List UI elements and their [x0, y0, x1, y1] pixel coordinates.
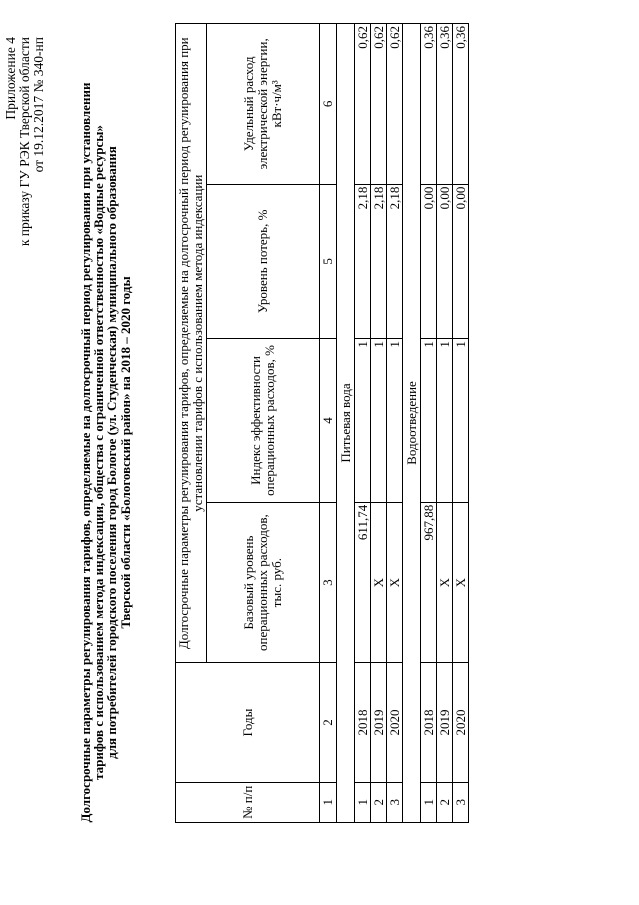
- header-year: Годы: [176, 663, 320, 782]
- document-title: [79, 0, 132, 905]
- row-energy-consumption: 0,62: [387, 24, 403, 185]
- header-base-opex: Базовый уровень операционных расходов, тыс. руб.: [207, 502, 320, 663]
- row-year: 2020: [387, 663, 403, 782]
- table-row: [437, 24, 453, 823]
- title-line-1: Долгосрочные параметры регулирования тарифов, определяемые на долгосрочный период регулирования при установлении: [78, 82, 93, 823]
- header-no: № п/п: [176, 782, 320, 822]
- row-efficiency-index: 1: [421, 339, 437, 503]
- table-row: [421, 24, 437, 823]
- row-loss-level: 0,00: [453, 184, 469, 338]
- column-number: 5: [320, 184, 337, 338]
- header-energy-consumption: Удельный расход электрической энергии, кВт·ч/м³: [207, 24, 320, 185]
- row-loss-level: 0,00: [437, 184, 453, 338]
- row-loss-level: 2,18: [371, 184, 387, 338]
- section-heading-wastewater: Водоотведение: [403, 24, 421, 823]
- row-year: 2019: [371, 663, 387, 782]
- row-efficiency-index: 1: [437, 339, 453, 503]
- tariff-parameters-table: [175, 23, 469, 823]
- appendix-line-1: Приложение 4: [3, 37, 18, 120]
- row-no: 2: [371, 782, 387, 822]
- row-base-opex: Х: [437, 502, 453, 663]
- row-year: 2020: [453, 663, 469, 782]
- column-number: 6: [320, 24, 337, 185]
- row-efficiency-index: 1: [453, 339, 469, 503]
- row-base-opex: Х: [371, 502, 387, 663]
- appendix-line-3: от 19.12.2017 № 340-нп: [31, 37, 46, 173]
- column-number: 2: [320, 663, 337, 782]
- title-line-2: тарифов с использованием метода индексации, общества с ограниченной ответственностью «Водные ресурсы»: [91, 125, 107, 780]
- table-row: [453, 24, 469, 823]
- row-efficiency-index: 1: [371, 339, 387, 503]
- row-efficiency-index: 1: [387, 339, 403, 503]
- title-line-4: Тверской области «Бологовский район» на 2018 – 2020 годы: [117, 276, 133, 629]
- appendix-reference: [4, 37, 46, 357]
- row-no: 3: [453, 782, 469, 822]
- title-line-3: для потребителей городского поселения город Бологое (ул. Студенческая) муниципального образования: [104, 146, 120, 759]
- row-no: 1: [421, 782, 437, 822]
- row-base-opex: Х: [387, 502, 403, 663]
- header-efficiency-index: Индекс эффективности операционных расходов, %: [207, 339, 320, 503]
- table-row: [387, 24, 403, 823]
- header-loss-level: Уровень потерь, %: [207, 184, 320, 338]
- row-loss-level: 0,00: [421, 184, 437, 338]
- column-number: 1: [320, 782, 337, 822]
- column-number: 3: [320, 502, 337, 663]
- row-efficiency-index: 1: [355, 339, 371, 503]
- row-base-opex: Х: [453, 502, 469, 663]
- appendix-line-2: к приказу ГУ РЭК Тверской области: [17, 37, 32, 247]
- row-no: 1: [355, 782, 371, 822]
- row-base-opex: 611,74: [355, 502, 371, 663]
- row-energy-consumption: 0,62: [371, 24, 387, 185]
- row-year: 2019: [437, 663, 453, 782]
- header-group: Долгосрочные параметры регулирования тарифов, определяемые на долгосрочный период регулирования при установлении тарифов с использованием метода индексации: [176, 24, 207, 663]
- row-energy-consumption: 0,36: [437, 24, 453, 185]
- row-base-opex: 967,88: [421, 502, 437, 663]
- row-energy-consumption: 0,36: [421, 24, 437, 185]
- row-energy-consumption: 0,36: [453, 24, 469, 185]
- row-year: 2018: [421, 663, 437, 782]
- table-row: [355, 24, 371, 823]
- row-no: 3: [387, 782, 403, 822]
- table-row: [371, 24, 387, 823]
- row-loss-level: 2,18: [355, 184, 371, 338]
- row-energy-consumption: 0,62: [355, 24, 371, 185]
- column-number: 4: [320, 339, 337, 503]
- row-no: 2: [437, 782, 453, 822]
- row-loss-level: 2,18: [387, 184, 403, 338]
- row-year: 2018: [355, 663, 371, 782]
- section-heading-drinking-water: Питьевая вода: [337, 24, 355, 823]
